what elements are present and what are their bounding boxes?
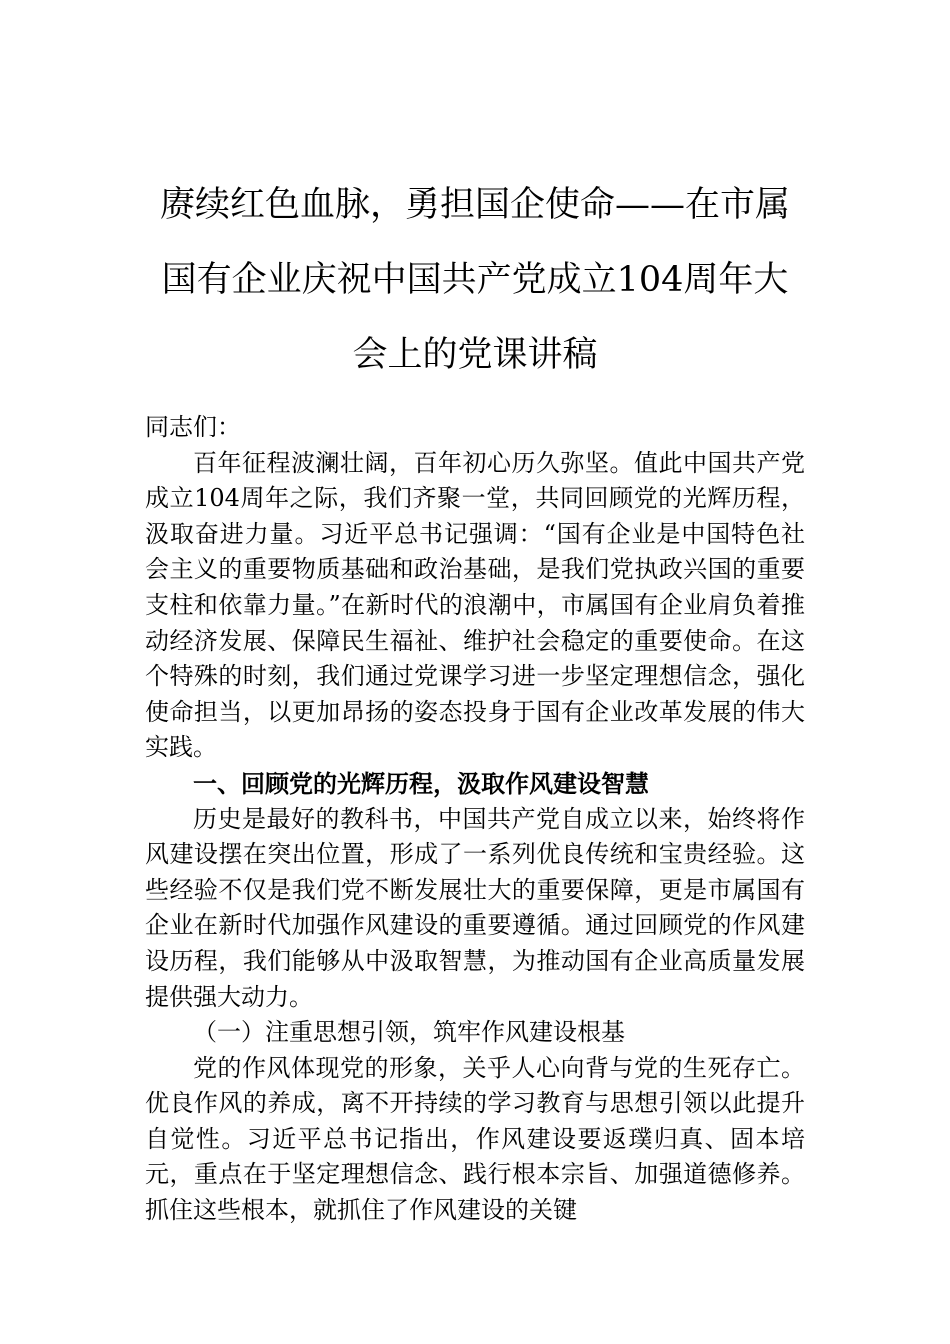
subsection-1-paragraph: 党的作风体现党的形象，关乎人心向背与党的生死存亡。优良作风的养成，离不开持续的学习教育与思想引领以此提升自觉性。习近平总书记指出，作风建设要返璞归真、固本培元，重点在于坚定理想信念、践行根本宗旨、加强道德修养。抓住这些根本，就抓住了作风建设的关键 [145, 1053, 805, 1225]
document-title [140, 168, 810, 393]
title-line-3: 会上的党课讲稿 [352, 335, 598, 375]
title-line-1: 赓续红色血脉，勇担国企使命——在市属 [159, 185, 790, 225]
intro-paragraph: 百年征程波澜壮阔，百年初心历久弥坚。值此中国共产党成立104周年之际，我们齐聚一堂，共同回顾党的光辉历程，汲取奋进力量。习近平总书记强调：“国有企业是中国特色社会主义的重要物质基础和政治基础，是我们党执政兴国的重要支柱和依靠力量。”在新时代的浪潮中，市属国有企业肩负着推动经济发展、保障民生福祉、维护社会稳定的重要使命。在这个特殊的时刻，我们通过党课学习进一步坚定理想信念，强化使命担当，以更加昂扬的姿态投身于国有企业改革发展的伟大实践。 [145, 448, 805, 762]
section-heading-1: 一、回顾党的光辉历程，汲取作风建设智慧 [193, 768, 649, 798]
subsection-heading-1: （一）注重思想引领，筑牢作风建设根基 [193, 1018, 625, 1047]
document-body [145, 410, 805, 1229]
section-1-paragraph: 历史是最好的教科书，中国共产党自成立以来，始终将作风建设摆在突出位置，形成了一系列优良传统和宝贵经验。这些经验不仅是我们党不断发展壮大的重要保障，更是市属国有企业在新时代加强作风建设的重要遵循。通过回顾党的作风建设历程，我们能够从中汲取智慧，为推动国有企业高质量发展提供强大动力。 [145, 804, 805, 1011]
title-line-2: 国有企业庆祝中国共产党成立104周年大 [161, 260, 789, 300]
salutation: 同志们： [145, 413, 241, 441]
